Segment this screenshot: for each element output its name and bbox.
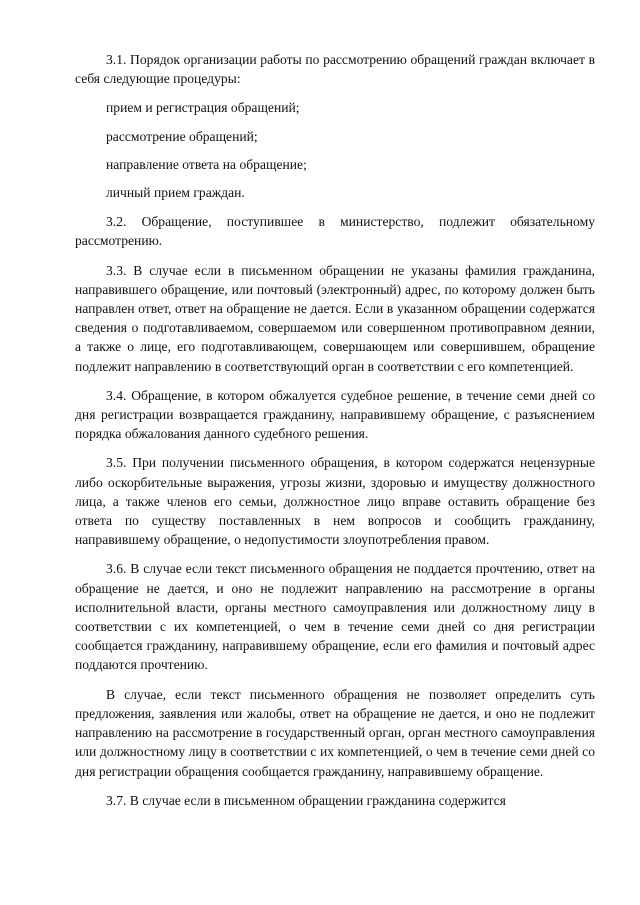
list-item: личный прием граждан. xyxy=(106,185,245,201)
paragraph-3-4: 3.4. Обращение, в котором обжалуется судебное решение, в течение семи дней со дня регистрации возвращается гражданину, направившему обращение, с разъяснением порядка обжалования данного судебного решения. xyxy=(75,387,595,442)
paragraph-3-3: 3.3. В случае если в письменном обращении не указаны фамилия гражданина, направившего обращение, или почтовый (электронный) адрес, по которому должен быть направлен ответ, ответ на обращение не дается. Если в указанном обращении содержатся сведения о подготавливаемом, совершаемом или совершенном противоправном деянии, а также о лице, его подготавливающем, совершающем или совершившем, обращение подлежит направлению в соответствующий орган в соответствии с его компетенцией. xyxy=(75,262,595,374)
list-item: прием и регистрация обращений; xyxy=(106,100,300,116)
paragraph-3-1: 3.1. Порядок организации работы по рассмотрению обращений граждан включает в себя следующие процедуры: xyxy=(75,52,595,87)
paragraph-3-6: 3.6. В случае если текст письменного обращения не поддается прочтению, ответ на обращение не дается, и оно не подлежит направлению на рассмотрение в органы исполнительной власти, органы местного самоуправления или должностному лицу в соответствии с их компетенцией, о чем в течение семи дней со дня регистрации сообщается гражданину, направившему обращение, если его фамилия и почтовый адрес поддаются прочтению. xyxy=(75,561,595,673)
paragraph-3-7: 3.7. В случае если в письменном обращении гражданина содержится xyxy=(106,792,506,808)
paragraph-3-2: 3.2. Обращение, поступившее в министерство, подлежит обязательному рассмотрению. xyxy=(75,214,595,249)
paragraph-3-5: 3.5. При получении письменного обращения, в котором содержатся нецензурные либо оскорбительные выражения, угрозы жизни, здоровью и имуществу должностного лица, а также членов его семьи, должностное лицо вправе оставить обращение без ответа по существу поставленных в нем вопросов и сообщить гражданину, направившему обращение, о недопустимости злоупотребления правом. xyxy=(75,455,595,548)
paragraph-3-6-continued: В случае, если текст письменного обращения не позволяет определить суть предложения, заявления или жалобы, ответ на обращение не дается, и оно не подлежит направлению на рассмотрение в государственный орган, орган местного самоуправления или должностному лицу в соответствии с их компетенцией, о чем в течение семи дней со дня регистрации обращения сообщается гражданину, направившему обращение. xyxy=(75,686,595,779)
list-item: направление ответа на обращение; xyxy=(106,156,307,172)
list-item: рассмотрение обращений; xyxy=(106,128,258,144)
document-page xyxy=(75,50,595,820)
procedure-list xyxy=(75,98,595,202)
